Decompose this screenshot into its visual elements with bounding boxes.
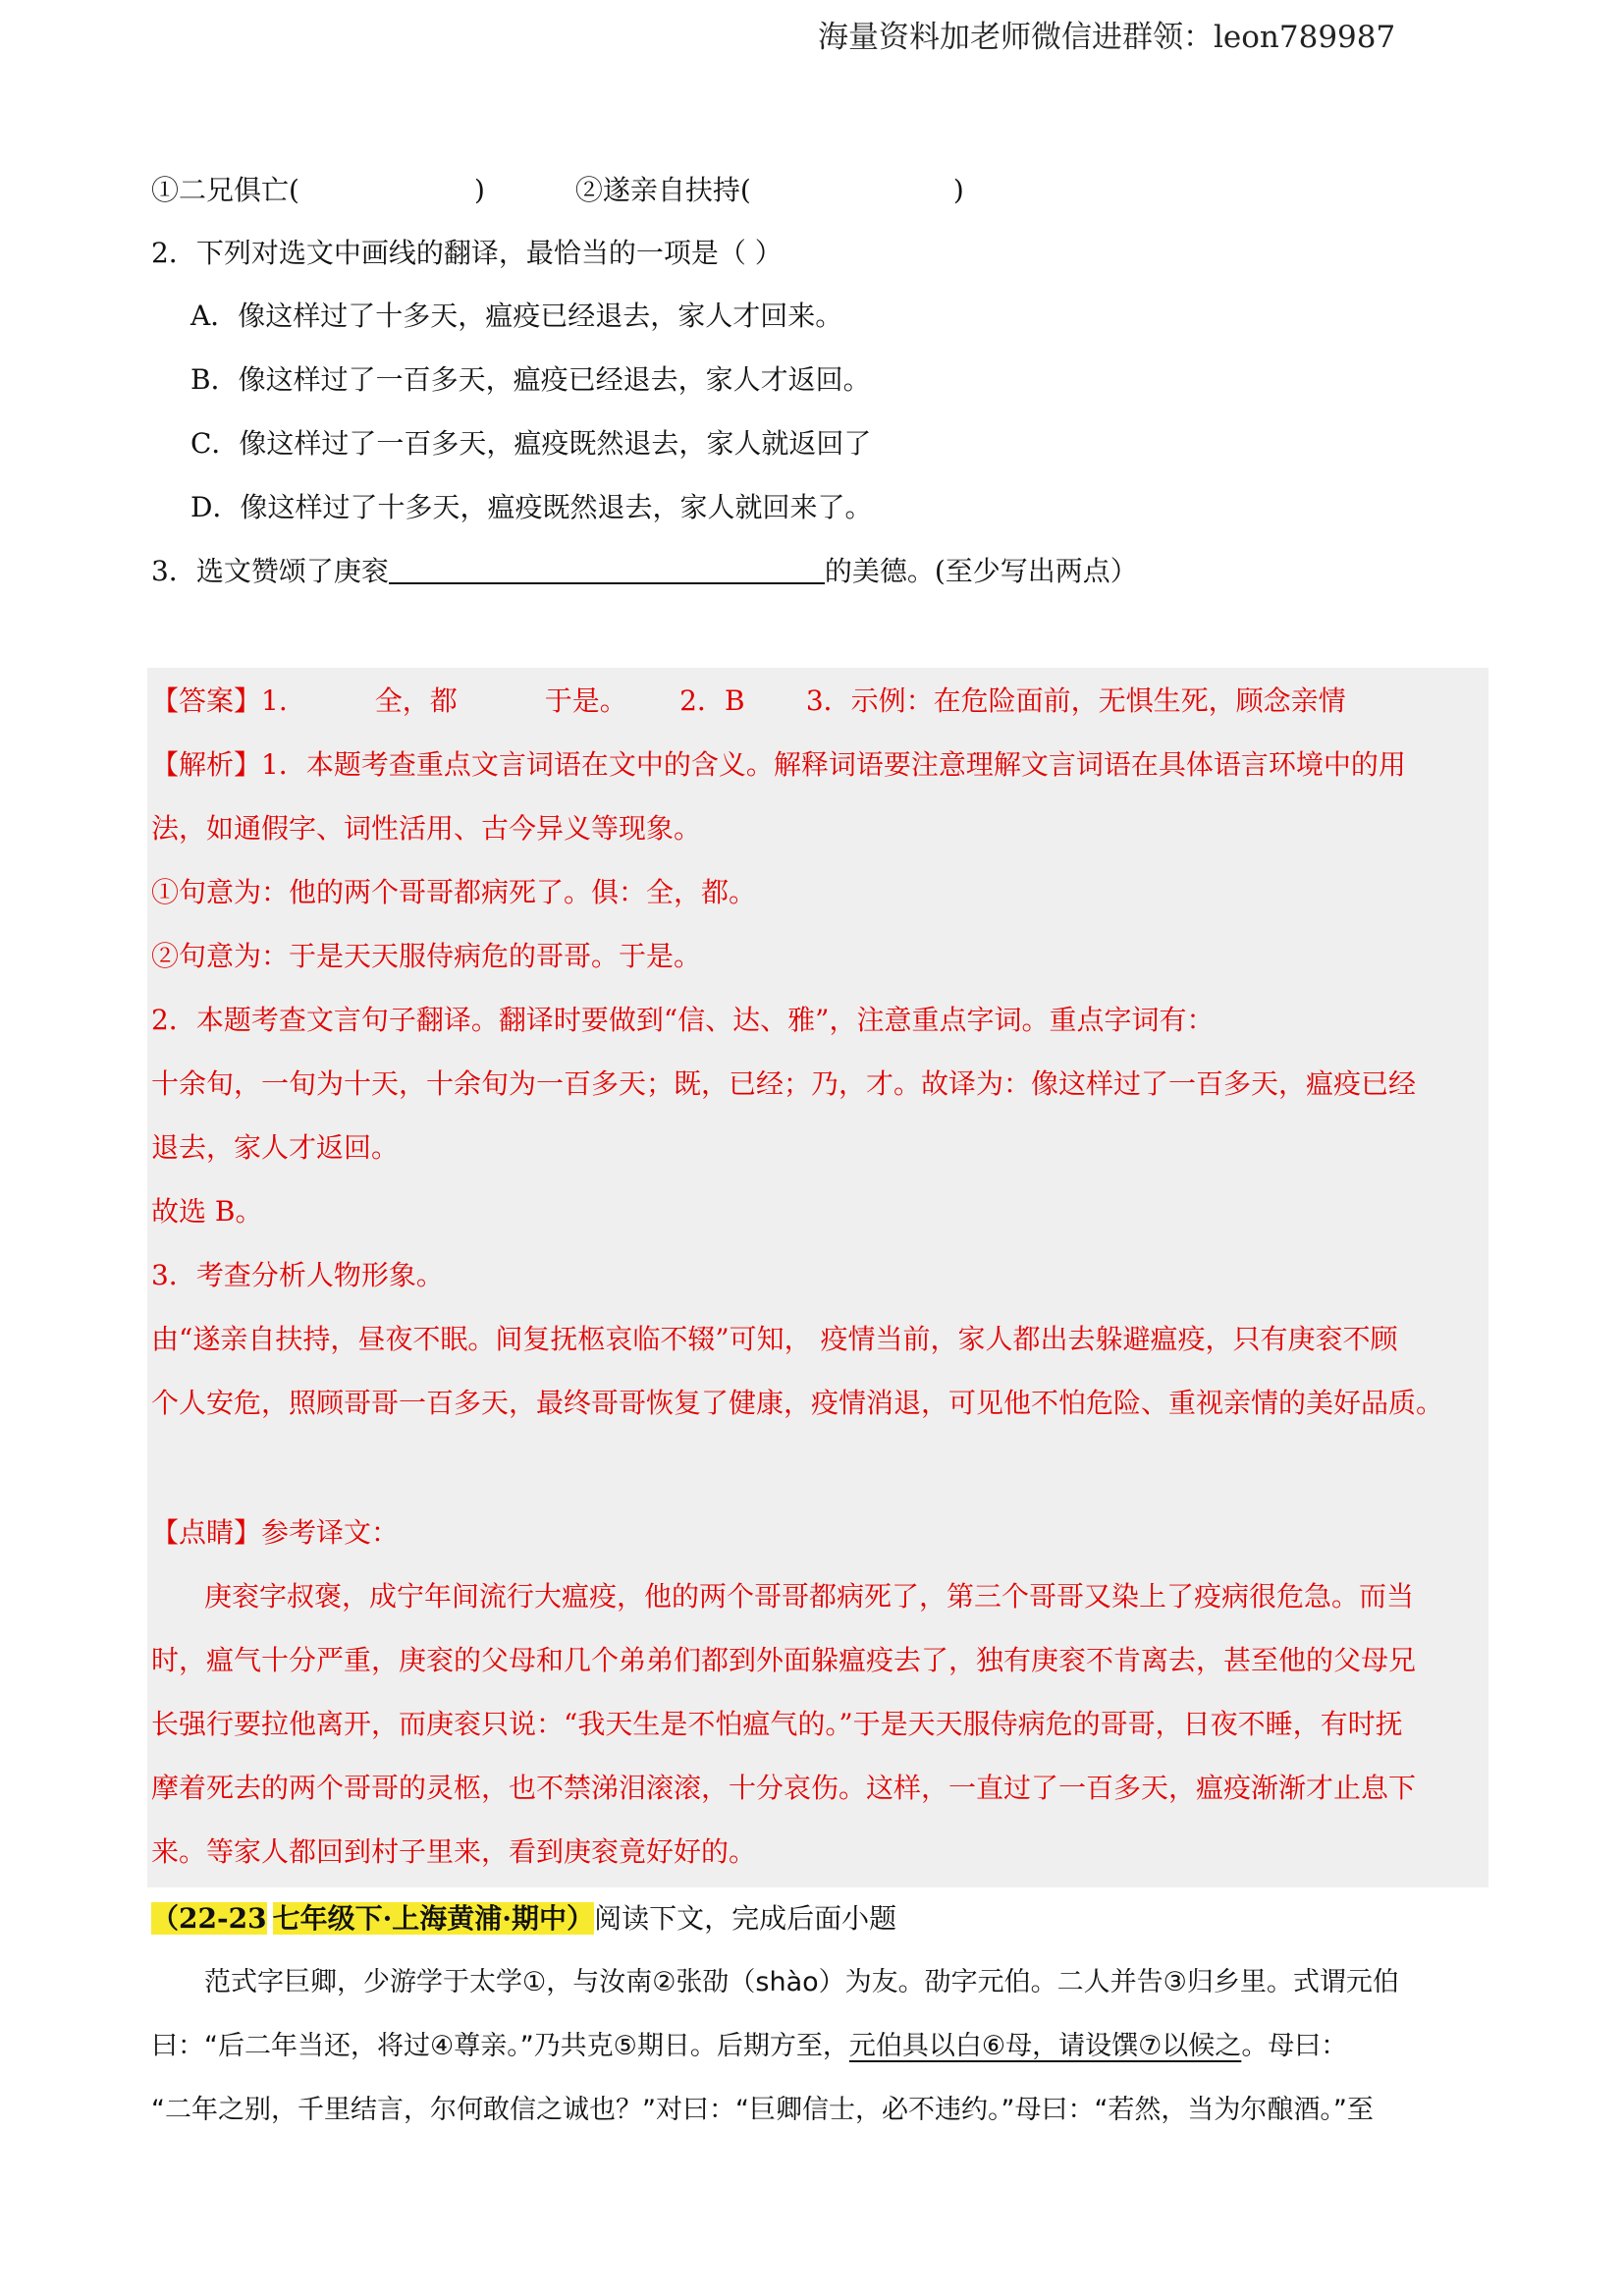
analysis-line-1: 【解析】1．本题考查重点文言词语在文中的含义。解释词语要注意理解文言词语在具体语言环境中的用	[151, 748, 1406, 781]
analysis-line-4: ②句意为：于是天天服侍病危的哥哥。于是。	[151, 940, 702, 972]
underlined-sentence: 元伯具以白⑥母，请设馔⑦以候之	[848, 2031, 1242, 2061]
q2-option-b: B．像这样过了一百多天，瘟疫已经退去，家人才返回。	[190, 363, 871, 396]
passage-line-2: 曰：“后二年当还，将过④尊亲。”乃共克⑤期日。后期方至，元伯具以白⑥母，请设馔⑦以候之。母曰：	[151, 2031, 1348, 2061]
source-tag-year: （22-23	[151, 1902, 267, 1935]
instruction: 阅读下文，完成后面小题	[594, 1902, 897, 1935]
translation-line-5: 来。等家人都回到村子里来，看到庚衮竟好好的。	[151, 1835, 757, 1868]
source-tag-exam: 七年级下·上海黄浦·期中）	[272, 1902, 595, 1935]
answer-label: 【答案】	[151, 684, 262, 717]
translation-line-4: 摩着死去的两个哥哥的灵柩，也不禁涕泪滚滚，十分哀伤。这样，一直过了一百多天，瘟疫渐渐才止息下	[151, 1772, 1417, 1804]
q2-option-a: A．像这样过了十多天，瘟疫已经退去，家人才回来。	[190, 300, 843, 332]
answer-blank	[389, 553, 825, 584]
analysis-line-3: ①句意为：他的两个哥哥都病死了。俱：全，都。	[151, 876, 757, 908]
page-header: 海量资料加老师微信进群领：leon789987	[818, 20, 1396, 55]
analysis-line-7: 退去，家人才返回。	[151, 1131, 400, 1164]
analysis-line-11: 个人安危，照顾哥哥一百多天，最终哥哥恢复了健康，疫情消退，可见他不怕危险、重视亲情的美好品质。	[151, 1387, 1444, 1419]
analysis-line-6: 十余旬，一旬为十天，十余旬为一百多天；既，已经；乃，才。故译为：像这样过了一百多天，瘟疫已经	[151, 1067, 1417, 1100]
q1-item-b: ②遂亲自扶持(	[574, 174, 751, 206]
q2-option-c: C．像这样过了一百多天，瘟疫既然退去，家人就返回了	[190, 427, 872, 460]
q3-stem: 3．选文赞颂了庚衮 的美德。(至少写出两点）	[151, 555, 1138, 587]
translation-line-2: 时，瘟气十分严重，庚衮的父母和几个弟弟们都到外面躲瘟疫去了，独有庚衮不肯离去，甚至他的父母兄	[151, 1644, 1417, 1676]
passage-line-1: 范式字巨卿，少游学于太学①，与汝南②张劭（shào）为友。劭字元伯。二人并告③归乡里。式谓元伯	[204, 1967, 1399, 1997]
analysis-label: 【解析】	[151, 748, 262, 781]
answer-line: 【答案】1. 全，都 于是。 2．B 3．示例：在危险面前，无惧生死，顾念亲情	[151, 684, 1346, 717]
passage-line-3: “二年之别，千里结言，尔何敢信之诚也？”对曰：“巨卿信士，必不违约。”母曰：“若然，当为尔酿酒。”至	[151, 2095, 1374, 2125]
note-heading: 【点睛】参考译文：	[151, 1516, 400, 1549]
q1-items: ①二兄俱亡( ) ②遂亲自扶持( )	[151, 174, 964, 206]
analysis-line-2: 法，如通假字、词性活用、古今异义等现象。	[151, 812, 702, 845]
note-label: 【点睛】	[151, 1516, 262, 1549]
analysis-line-9: 3．考查分析人物形象。	[151, 1259, 444, 1291]
q2-option-d: D．像这样过了十多天，瘟疫既然退去，家人就回来了。	[190, 491, 873, 523]
translation-line-1: 庚衮字叔褒，成宁年间流行大瘟疫，他的两个哥哥都病死了，第三个哥哥又染上了疫病很危急。而当	[204, 1580, 1415, 1613]
translation-line-3: 长强行要拉他离开，而庚衮只说：“我天生是不怕瘟气的。”于是天天服侍病危的哥哥，日夜不睡，有时抚	[151, 1708, 1403, 1740]
analysis-line-10: 由“遂亲自扶持，昼夜不眠。间复抚柩哀临不辍”可知， 疫情当前，家人都出去躲避瘟疫，只有庚衮不顾	[151, 1323, 1398, 1355]
next-question-heading	[151, 1899, 896, 1939]
q2-stem: 2．下列对选文中画线的翻译，最恰当的一项是（ ）	[151, 237, 783, 269]
analysis-line-8: 故选 B。	[151, 1195, 263, 1228]
analysis-line-5: 2．本题考查文言句子翻译。翻译时要做到“信、达、雅”，注意重点字词。重点字词有：	[151, 1004, 1215, 1036]
q1-item-a: ①二兄俱亡(	[151, 174, 299, 206]
